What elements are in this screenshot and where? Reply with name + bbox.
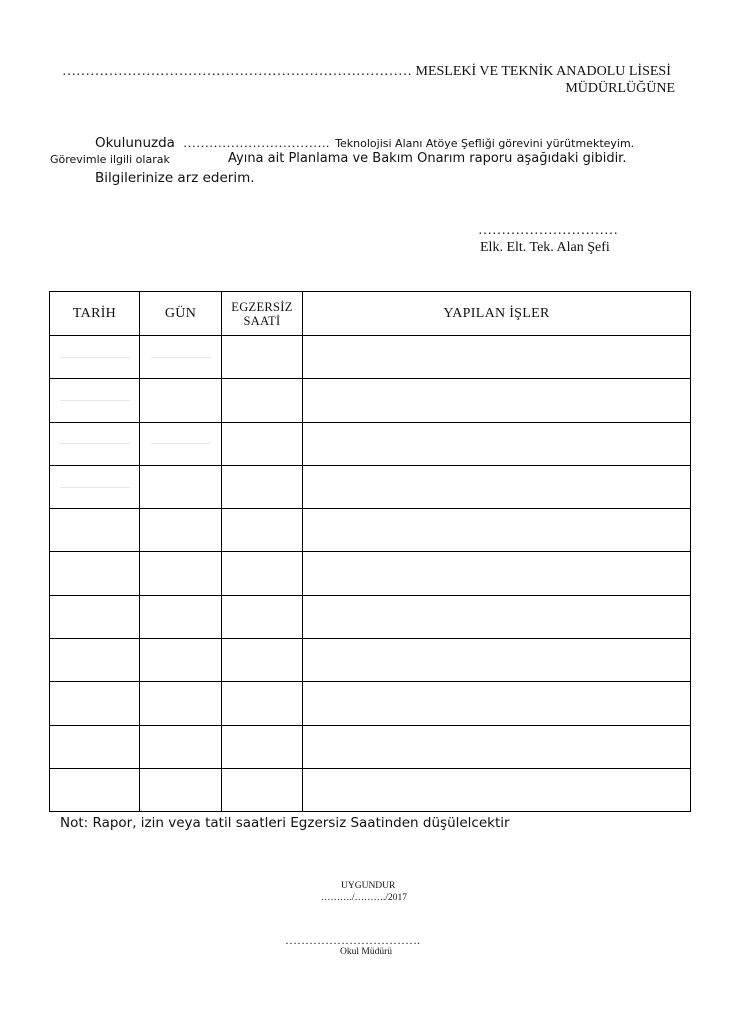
date-cell[interactable] bbox=[50, 725, 140, 768]
table-row bbox=[50, 639, 691, 682]
date-cell[interactable] bbox=[50, 509, 140, 552]
exercise-hours-cell[interactable] bbox=[222, 639, 303, 682]
exercise-hours-cell[interactable] bbox=[222, 379, 303, 422]
exercise-hours-cell[interactable] bbox=[222, 725, 303, 768]
school-name-blank: ……………………………. bbox=[182, 135, 330, 150]
exercise-hours-cell[interactable] bbox=[222, 682, 303, 725]
table-row bbox=[50, 682, 691, 725]
exercise-hours-cell[interactable] bbox=[222, 509, 303, 552]
column-header-day: GÜN bbox=[140, 292, 222, 336]
body-line-1-end: Teknolojisi Alanı Atöye Şefliği görevini yürütmekteyim. bbox=[335, 137, 635, 150]
day-cell[interactable] bbox=[140, 509, 222, 552]
table-header-row bbox=[50, 292, 691, 336]
work-done-cell[interactable] bbox=[303, 768, 691, 811]
day-cell[interactable] bbox=[140, 552, 222, 595]
date-cell[interactable] bbox=[50, 682, 140, 725]
directorate-title: MÜDÜRLÜĞÜNE bbox=[565, 81, 675, 96]
day-cell[interactable] bbox=[140, 639, 222, 682]
work-done-cell[interactable] bbox=[303, 682, 691, 725]
exercise-hours-cell[interactable] bbox=[222, 768, 303, 811]
table-note: Not: Rapor, izin veya tatil saatleri Egzersiz Saatinden düşülelcektir bbox=[60, 815, 510, 831]
date-cell[interactable] bbox=[50, 768, 140, 811]
day-cell[interactable] bbox=[140, 422, 222, 465]
day-cell[interactable] bbox=[140, 595, 222, 638]
body-line-2-start: Görevimle ilgili olarak bbox=[50, 153, 170, 166]
column-header-exercise-hours bbox=[222, 292, 303, 336]
work-done-cell[interactable] bbox=[303, 595, 691, 638]
work-done-cell[interactable] bbox=[303, 422, 691, 465]
date-cell[interactable] bbox=[50, 336, 140, 379]
column-header-exercise-line1: EGZERSİZ bbox=[231, 299, 293, 314]
date-cell[interactable] bbox=[50, 552, 140, 595]
day-cell[interactable] bbox=[140, 379, 222, 422]
signature-dots: ………………………… bbox=[478, 223, 618, 238]
school-type-title: MESLEKİ VE TEKNİK ANADOLU LİSESİ bbox=[415, 64, 671, 79]
day-cell[interactable] bbox=[140, 336, 222, 379]
day-cell[interactable] bbox=[140, 725, 222, 768]
exercise-hours-cell[interactable] bbox=[222, 422, 303, 465]
table-row bbox=[50, 595, 691, 638]
exercise-hours-cell[interactable] bbox=[222, 465, 303, 508]
table-row bbox=[50, 465, 691, 508]
date-cell[interactable] bbox=[50, 379, 140, 422]
work-done-cell[interactable] bbox=[303, 465, 691, 508]
signature-title: Elk. Elt. Tek. Alan Şefi bbox=[480, 240, 610, 255]
table-row bbox=[50, 379, 691, 422]
work-done-cell[interactable] bbox=[303, 336, 691, 379]
date-cell[interactable] bbox=[50, 595, 140, 638]
body-line-1-start: Okulunuzda bbox=[95, 135, 175, 151]
work-done-cell[interactable] bbox=[303, 379, 691, 422]
column-header-exercise-line2: SAATİ bbox=[243, 313, 281, 328]
day-cell[interactable] bbox=[140, 682, 222, 725]
exercise-hours-cell[interactable] bbox=[222, 552, 303, 595]
approval-label: UYGUNDUR bbox=[341, 881, 396, 891]
column-header-work-done: YAPILAN İŞLER bbox=[303, 292, 691, 336]
exercise-hours-cell[interactable] bbox=[222, 595, 303, 638]
work-done-cell[interactable] bbox=[303, 552, 691, 595]
work-done-cell[interactable] bbox=[303, 509, 691, 552]
date-cell[interactable] bbox=[50, 639, 140, 682]
table-row bbox=[50, 768, 691, 811]
report-table bbox=[49, 291, 691, 812]
body-line-1 bbox=[95, 134, 634, 152]
work-done-cell[interactable] bbox=[303, 725, 691, 768]
table-row bbox=[50, 509, 691, 552]
principal-signature-dots: ……………………………. bbox=[285, 933, 420, 947]
column-header-date: TARİH bbox=[50, 292, 140, 336]
work-done-cell[interactable] bbox=[303, 639, 691, 682]
approval-date: ………./………./2017 bbox=[321, 893, 408, 903]
date-cell[interactable] bbox=[50, 465, 140, 508]
body-line-3: Bilgilerinize arz ederim. bbox=[95, 170, 255, 186]
table-row bbox=[50, 552, 691, 595]
date-cell[interactable] bbox=[50, 422, 140, 465]
table-row bbox=[50, 725, 691, 768]
school-name-dots: ………………………………………………………………… bbox=[62, 64, 412, 79]
exercise-hours-cell[interactable] bbox=[222, 336, 303, 379]
table-row bbox=[50, 422, 691, 465]
table-row bbox=[50, 336, 691, 379]
body-line-2-end: Ayına ait Planlama ve Bakım Onarım raporu aşağıdaki gibidir. bbox=[228, 151, 627, 166]
addressee-line bbox=[62, 64, 671, 80]
principal-title: Okul Müdürü bbox=[340, 947, 392, 957]
day-cell[interactable] bbox=[140, 465, 222, 508]
day-cell[interactable] bbox=[140, 768, 222, 811]
